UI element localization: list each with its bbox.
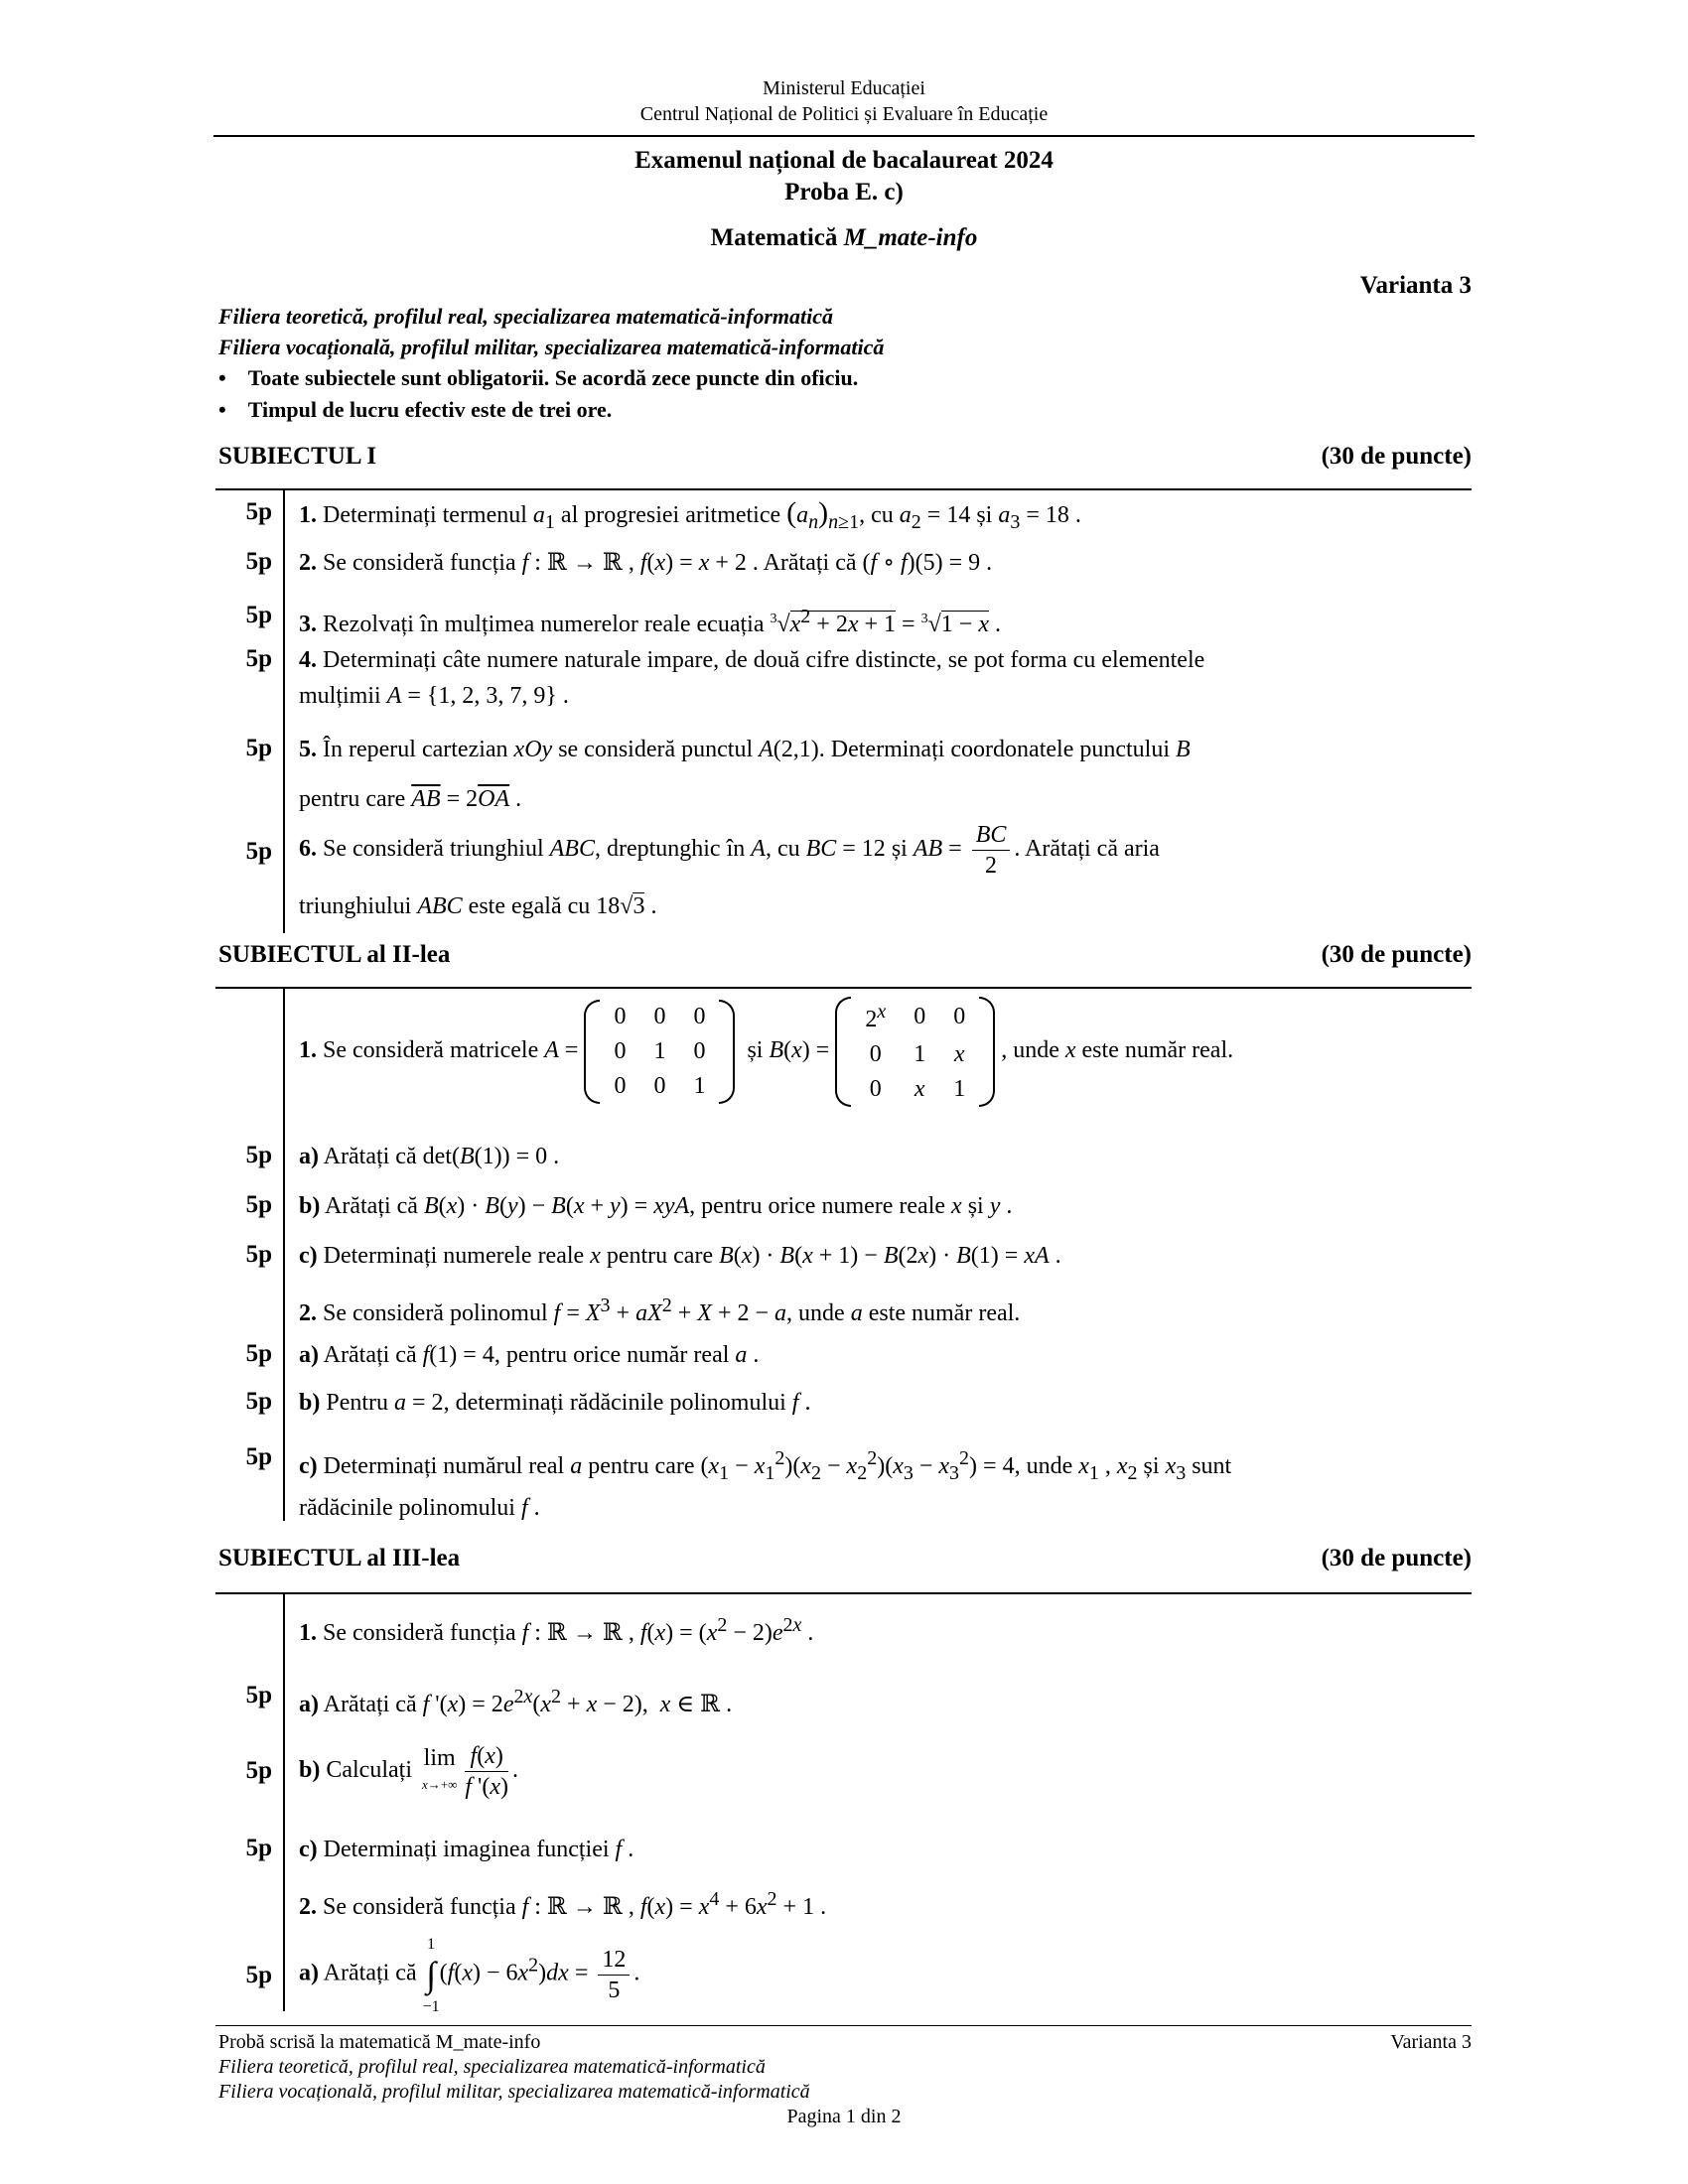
s2-p1c-text: c) Determinați numerele reale x pentru care B(x) · B(x + 1) − B(2x) · B(1) = xA . — [299, 1243, 1061, 1269]
score: 5p — [245, 1682, 272, 1708]
score: 5p — [245, 1757, 272, 1784]
s3-p1c-text: c) Determinați imaginea funcției f . — [299, 1837, 634, 1862]
s2-p1-text: 1. Se consideră matricele A = 0 0 0 0 1 0 0 0 1 și B(x) = $2^x$ 0 0 0 1 x 0 x 1 , unde x este număr real. — [299, 997, 1233, 1107]
matrix-a: 0 0 0 0 1 0 0 0 1 — [582, 1000, 737, 1104]
exam-title: Examenul național de bacalaureat 2024 — [634, 147, 1054, 174]
s1-q6-text-2: triunghiului ABC este egală cu 18√3 . — [299, 893, 657, 919]
score: 5p — [245, 1835, 272, 1861]
matrix-b: 2$^x$ 0 0 0 1 x 0 x 1 — [833, 997, 997, 1107]
score: 5p — [245, 498, 272, 525]
score: 5p — [245, 1241, 272, 1268]
s3-p1a-text: a) Arătați că f '$(x) = 2e^{2x}(x^2 + x - 2)$, x ∈ ℝ . — [299, 1686, 733, 1717]
section-2-points: (30 de puncte) — [1321, 941, 1472, 968]
score: 5p — [245, 1962, 272, 1988]
rule-2: • Timpul de lucru efectiv este de trei ore. — [218, 397, 613, 422]
section-1-vline — [283, 490, 285, 933]
score: 5p — [245, 1142, 272, 1168]
score: 5p — [245, 645, 272, 672]
footer-variant: Varianta 3 — [1390, 2031, 1472, 2053]
profile-line-2: Filiera vocațională, profilul militar, specializarea matematică-informatică — [218, 335, 885, 359]
footer-line-3: Filiera vocațională, profilul militar, specializarea matematică-informatică — [218, 2081, 810, 2103]
s1-q5-text: 5. În reperul cartezian xOy se consideră punctul A(2,1). Determinați coordonatele punctului B — [299, 737, 1191, 762]
s2-p1a-text: a) Arătați că det(B(1)) = 0 . — [299, 1144, 560, 1169]
exam-subject: Matematică M_mate-info — [710, 224, 978, 251]
section-3-title: SUBIECTUL al III-lea — [218, 1545, 461, 1571]
score: 5p — [245, 838, 272, 865]
score: 5p — [245, 602, 272, 628]
section-2-vline — [283, 989, 285, 1521]
s3-p1b-text: b) Calculați lim x→+∞ $\frac{f(x)}{f '(x)}$ . — [299, 1743, 519, 1800]
s2-p1b-text: b) Arătați că B(x) · B(y) − B(x + y) = xyA, pentru orice numere reale x și y . — [299, 1193, 1013, 1219]
score: 5p — [245, 1388, 272, 1415]
ministry-name: Ministerul Educației — [763, 77, 925, 99]
s2-p2a-text: a) Arătați că f(1) = 4, pentru orice număr real a . — [299, 1342, 760, 1368]
s1-q6-text: 6. Se consideră triunghiul ABC, dreptunghic în A, cu BC = 12 și AB = $\frac{BC}{2}$ . Arătați că aria — [299, 822, 1160, 879]
section-2-title: SUBIECTUL al II-lea — [218, 941, 451, 968]
s2-p2b-text: b) Pentru a = 2, determinați rădăcinile polinomului f . — [299, 1390, 811, 1416]
score: 5p — [245, 735, 272, 761]
section-1-points: (30 de puncte) — [1321, 443, 1472, 470]
rule-1: • Toate subiectele sunt obligatorii. Se acordă zece puncte din oficiu. — [218, 365, 859, 390]
header-divider — [213, 135, 1475, 137]
page-number: Pagina 1 din 2 — [786, 2106, 902, 2127]
s1-q2-text: 2. Se consideră funcția f : ℝ → ℝ , f(x) = x + 2 . Arătați că (f ∘ f)(5) = 9 . — [299, 550, 993, 576]
s1-q3-text: 3. Rezolvați în mulțimea numerelor reale ecuația $^3√x^2 + 2x + 1 = ^3√1 - x$ . — [299, 606, 1001, 637]
score: 5p — [245, 548, 272, 575]
s2-p2-text: 2. Se consideră polinomul $f = X^3 + aX^2 + X + 2 - a$, unde a este număr real. — [299, 1295, 1021, 1326]
score: 5p — [245, 1443, 272, 1470]
section-3-rule — [215, 1592, 1472, 1594]
s3-p2-text: 2. Se consideră funcția f : ℝ → ℝ , $f(x) = x^4 + 6x^2 + 1$ . — [299, 1888, 827, 1920]
profile-line-1: Filiera teoretică, profilul real, specializarea matematică-informatică — [218, 304, 833, 329]
s1-q1-text: 1. Determinați termenul $a_1$ al progresiei aritmetice $(a_n)_{n\ge 1}$, cu $a_2 = 14$ și $a_3 = 18$ . — [299, 496, 1081, 533]
s1-q4-text-2: mulțimii A = {1, 2, 3, 7, 9} . — [299, 683, 569, 709]
variant-label: Varianta 3 — [1359, 272, 1472, 299]
exam-proba: Proba E. c) — [784, 179, 904, 205]
s2-p2c-text: c) Determinați numărul real a pentru care $(x_1 - x_1^2)(x_2 - x_2^2)(x_3 - x_3^2) = 4$, unde $x_1$ , $x_2$ și $x_3$ sunt — [299, 1447, 1232, 1484]
section-3-points: (30 de puncte) — [1321, 1545, 1472, 1571]
center-name: Centrul Național de Politici și Evaluare în Educație — [639, 103, 1049, 125]
section-2-rule — [215, 987, 1472, 989]
score: 5p — [245, 1191, 272, 1218]
s3-p2a-text: a) Arătați că 1 ∫ $-1(f(x) - 6x^2)dx$ = $\frac{12}{5}$ . — [299, 1936, 640, 2015]
s1-q5-text-2: pentru care $\overline{AB} = 2\overline{OA}$ . — [299, 786, 522, 812]
footer-line-1: Probă scrisă la matematică M_mate-info — [218, 2031, 541, 2053]
s1-q4-text: 4. Determinați câte numere naturale impare, de două cifre distincte, se pot forma cu elementele — [299, 647, 1205, 673]
score: 5p — [245, 1340, 272, 1367]
footer-divider — [215, 2025, 1472, 2026]
s3-p1-text: 1. Se consideră funcția f : ℝ → ℝ , $f(x) = (x^2 - 2)e^{2x}$ . — [299, 1614, 814, 1646]
footer-line-2: Filiera teoretică, profilul real, specializarea matematică-informatică — [218, 2056, 766, 2078]
section-1-rule — [215, 488, 1472, 490]
s2-p2c-text-2: rădăcinile polinomului f . — [299, 1495, 540, 1521]
section-3-vline — [283, 1594, 285, 2011]
section-1-title: SUBIECTUL I — [218, 443, 377, 470]
